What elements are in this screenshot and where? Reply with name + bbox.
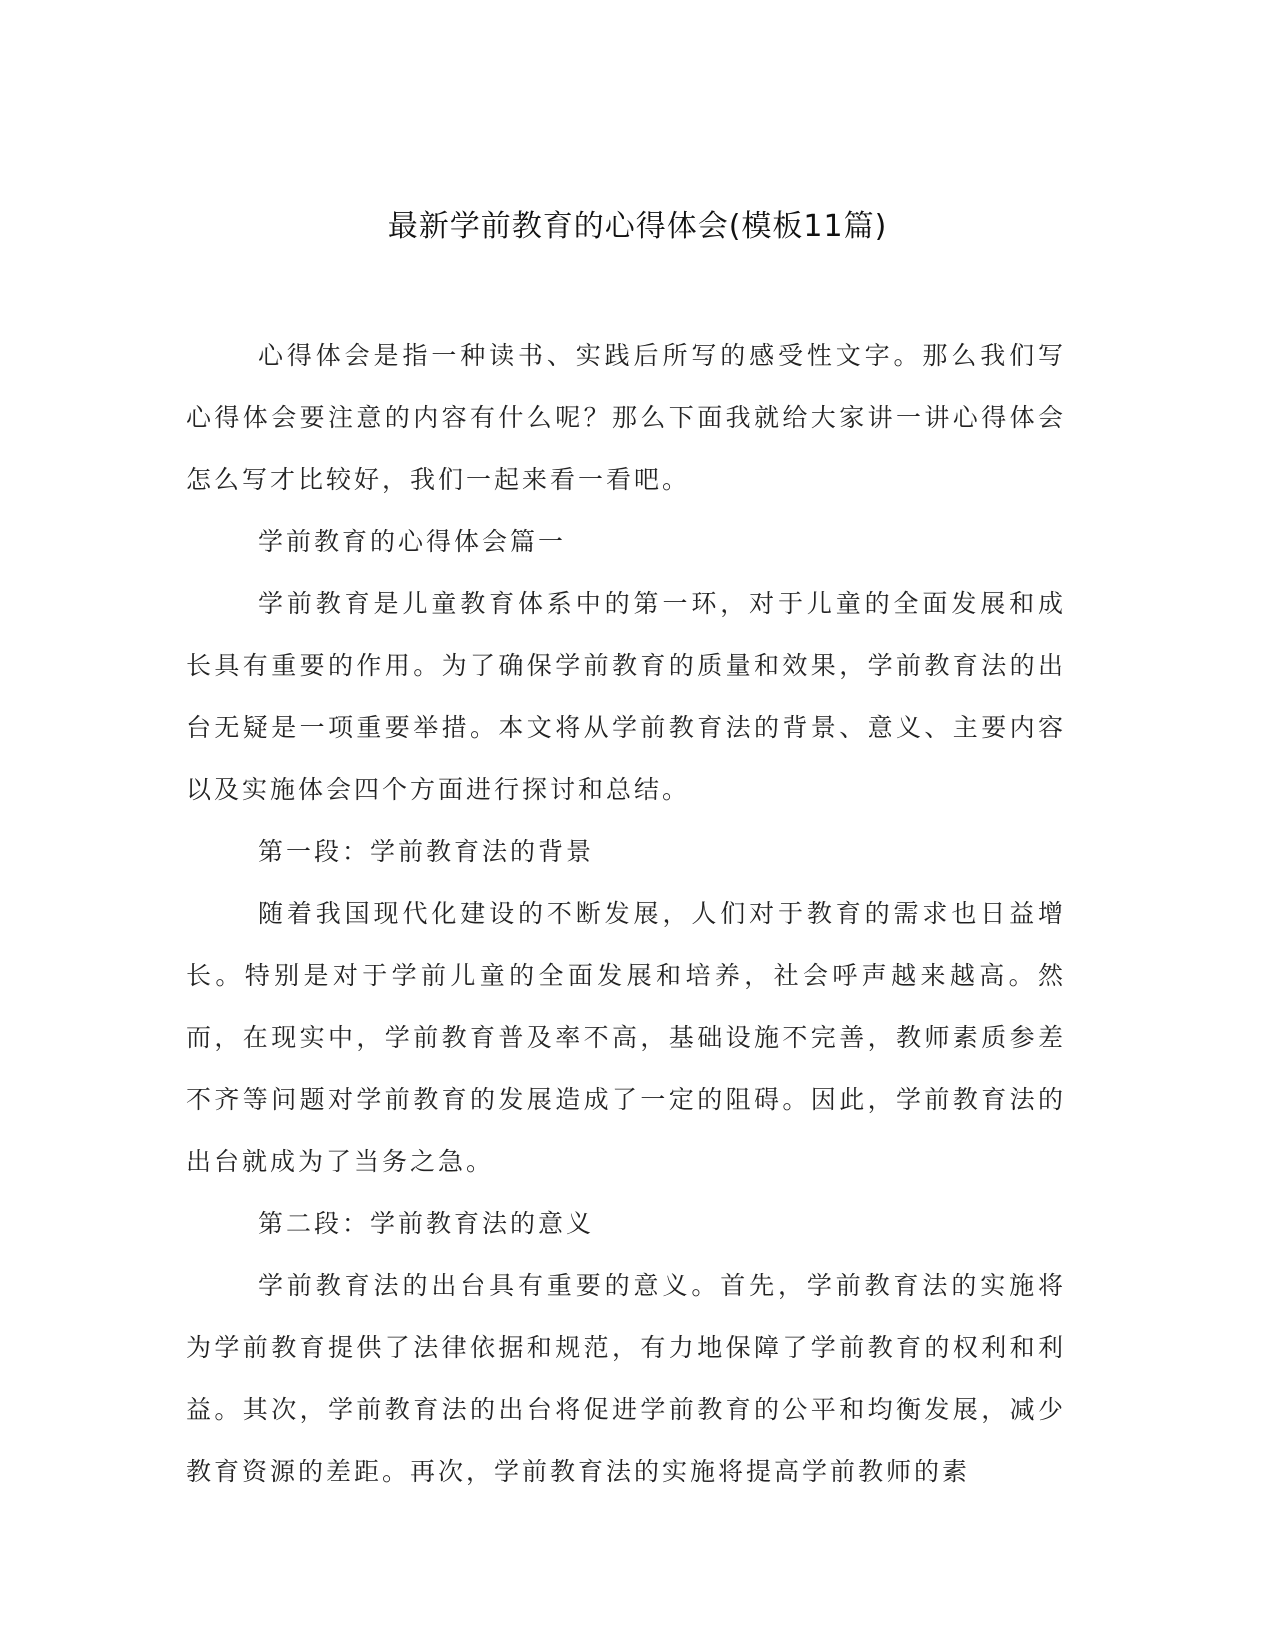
document-body (186, 325, 1066, 1503)
body-paragraph: 随着我国现代化建设的不断发展，人们对于教育的需求也日益增长。特别是对于学前儿童的全面发展和培养，社会呼声越来越高。然而，在现实中，学前教育普及率不高，基础设施不完善，教师素质参差不齐等问题对学前教育的发展造成了一定的阻碍。因此，学前教育法的出台就成为了当务之急。 (186, 899, 1066, 1176)
section-heading-background: 第一段：学前教育法的背景 (258, 837, 595, 866)
section-heading-part-one: 学前教育的心得体会篇一 (258, 527, 567, 556)
body-paragraph: 学前教育法的出台具有重要的意义。首先，学前教育法的实施将为学前教育提供了法律依据和规范，有力地保障了学前教育的权利和利益。其次，学前教育法的出台将促进学前教育的公平和均衡发展，减少教育资源的差距。再次，学前教育法的实施将提高学前教师的素 (186, 1271, 1066, 1486)
intro-paragraph: 心得体会是指一种读书、实践后所写的感受性文字。那么我们写心得体会要注意的内容有什么呢？那么下面我就给大家讲一讲心得体会怎么写才比较好，我们一起来看一看吧。 (186, 341, 1066, 494)
section-heading-significance: 第二段：学前教育法的意义 (258, 1209, 595, 1238)
document-title: 最新学前教育的心得体会(模板11篇) (387, 209, 888, 244)
body-paragraph: 学前教育是儿童教育体系中的第一环，对于儿童的全面发展和成长具有重要的作用。为了确保学前教育的质量和效果，学前教育法的出台无疑是一项重要举措。本文将从学前教育法的背景、意义、主要内容以及实施体会四个方面进行探讨和总结。 (186, 589, 1066, 804)
